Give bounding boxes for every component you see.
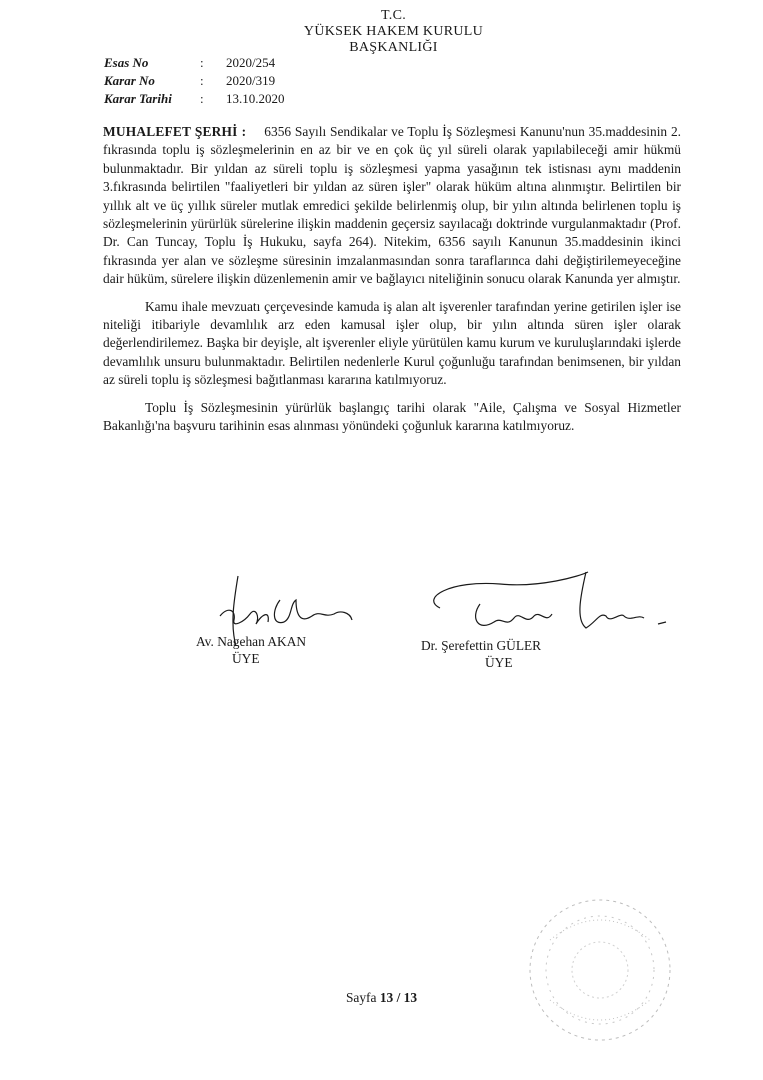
meta-value: 2020/254 — [226, 55, 276, 70]
meta-label: Karar Tarihi — [104, 91, 172, 106]
meta-colon: : — [200, 91, 204, 106]
meta-colon: : — [200, 73, 204, 88]
paragraph-3: Toplu İş Sözleşmesinin yürürlük başlangıç tarihi olarak "Aile, Çalışma ve Sosyal Hizmetler Bakanlığı'na başvuru tarihinin esas alınması yönündeki çoğunluk kararına katılmıyoruz. — [103, 399, 681, 434]
signatory-role: ÜYE — [232, 651, 260, 666]
page-prefix: Sayfa — [345, 990, 377, 1005]
dissent-body — [103, 123, 681, 445]
meta-label: Esas No — [104, 55, 149, 70]
meta-colon: : — [200, 55, 204, 70]
page-separator: / — [396, 990, 401, 1005]
meta-value: 13.10.2020 — [226, 91, 285, 106]
page-footer — [0, 990, 763, 1006]
dissent-heading: MUHALEFET ŞERHİ : — [103, 124, 247, 139]
signature-guler-icon — [410, 568, 680, 648]
meta-value: 2020/319 — [226, 73, 276, 88]
meta-row-esas — [104, 54, 285, 72]
header-institution: YÜKSEK HAKEM KURULU — [303, 24, 484, 39]
page-current: 13 — [379, 990, 394, 1005]
signatory-name: Av. Nagehan AKAN — [196, 634, 307, 649]
header-department: BAŞKANLIĞI — [349, 40, 438, 55]
signature-block-akan — [196, 633, 346, 667]
paragraph-2: Kamu ihale mevzuatı çerçevesinde kamuda iş alan alt işverenler tarafından yerine getirilen işler ise niteliği itibariyle devamlılık arz eden kamusal işler olup, bir yılın altında süren işler olarak değerlendirilemez. Başka bir deyişle, alt işverenler eliyle yürütülen kamu kurum ve kuruluşlarındaki işlerde devamlılık unsuru bulunmaktadır. Belirtilen nedenlerle Kurul çoğunluğu tarafından benimsenen, bir yıldan az süreli toplu iş sözleşmesi bağıtlanması kararına katılmıyoruz. — [103, 298, 681, 388]
meta-row-karar — [104, 72, 285, 90]
meta-label: Karar No — [104, 73, 155, 88]
signatory-name: Dr. Şerefettin GÜLER — [421, 638, 542, 653]
header-tc: T.C. — [380, 8, 407, 23]
page-total: 13 — [403, 990, 418, 1005]
signature-block-guler — [421, 637, 601, 671]
paragraph-1-text: 6356 Sayılı Sendikalar ve Toplu İş Sözleşmesi Kanunu'nun 35.maddesinin 2. fıkrasında toplu iş sözleşmelerinin en az bir ve en çok üç yıl süreli olarak yapılabileceği amir hükmü bulunmaktadır. Bir yıldan az süreli toplu iş sözleşmesi yapma yasağının tek istisnası aynı maddenin 3.fıkrasında belirtilen "faaliyetleri bir yıldan az süren işler" olarak hüküm altına alınmıştır. Belirtilen bir yıllık alt ve üç yıllık süreler mutlak emredici şekilde belirlenmiş olup, bir yılın altında belirlenen toplu iş sözleşmelerinin yürürlük sürelerine ilişkin maddenin geçersiz sayılacağı doktrinde vurgulanmaktadır (Prof. Dr. Can Tuncay, Toplu İş Hukuku, sayfa 264). Nitekim, 6356 sayılı Kanunun 35.maddesinin ikinci fıkrasında yer alan ve sözleşme süresinin imzalanmasından sonra taraflarınca dahi değiştirilemeyeceğine dair hüküm, sürelere ilişkin düzenlemenin amir ve bağlayıcı niteliğinin sonucu olarak Kanunda yer almıştır. — [103, 124, 681, 287]
seal-stamp-icon — [520, 890, 680, 1050]
case-meta — [104, 54, 285, 108]
signatory-role: ÜYE — [485, 655, 513, 670]
document-header — [0, 8, 763, 56]
paragraph-1 — [103, 123, 681, 289]
meta-row-tarih — [104, 90, 285, 108]
